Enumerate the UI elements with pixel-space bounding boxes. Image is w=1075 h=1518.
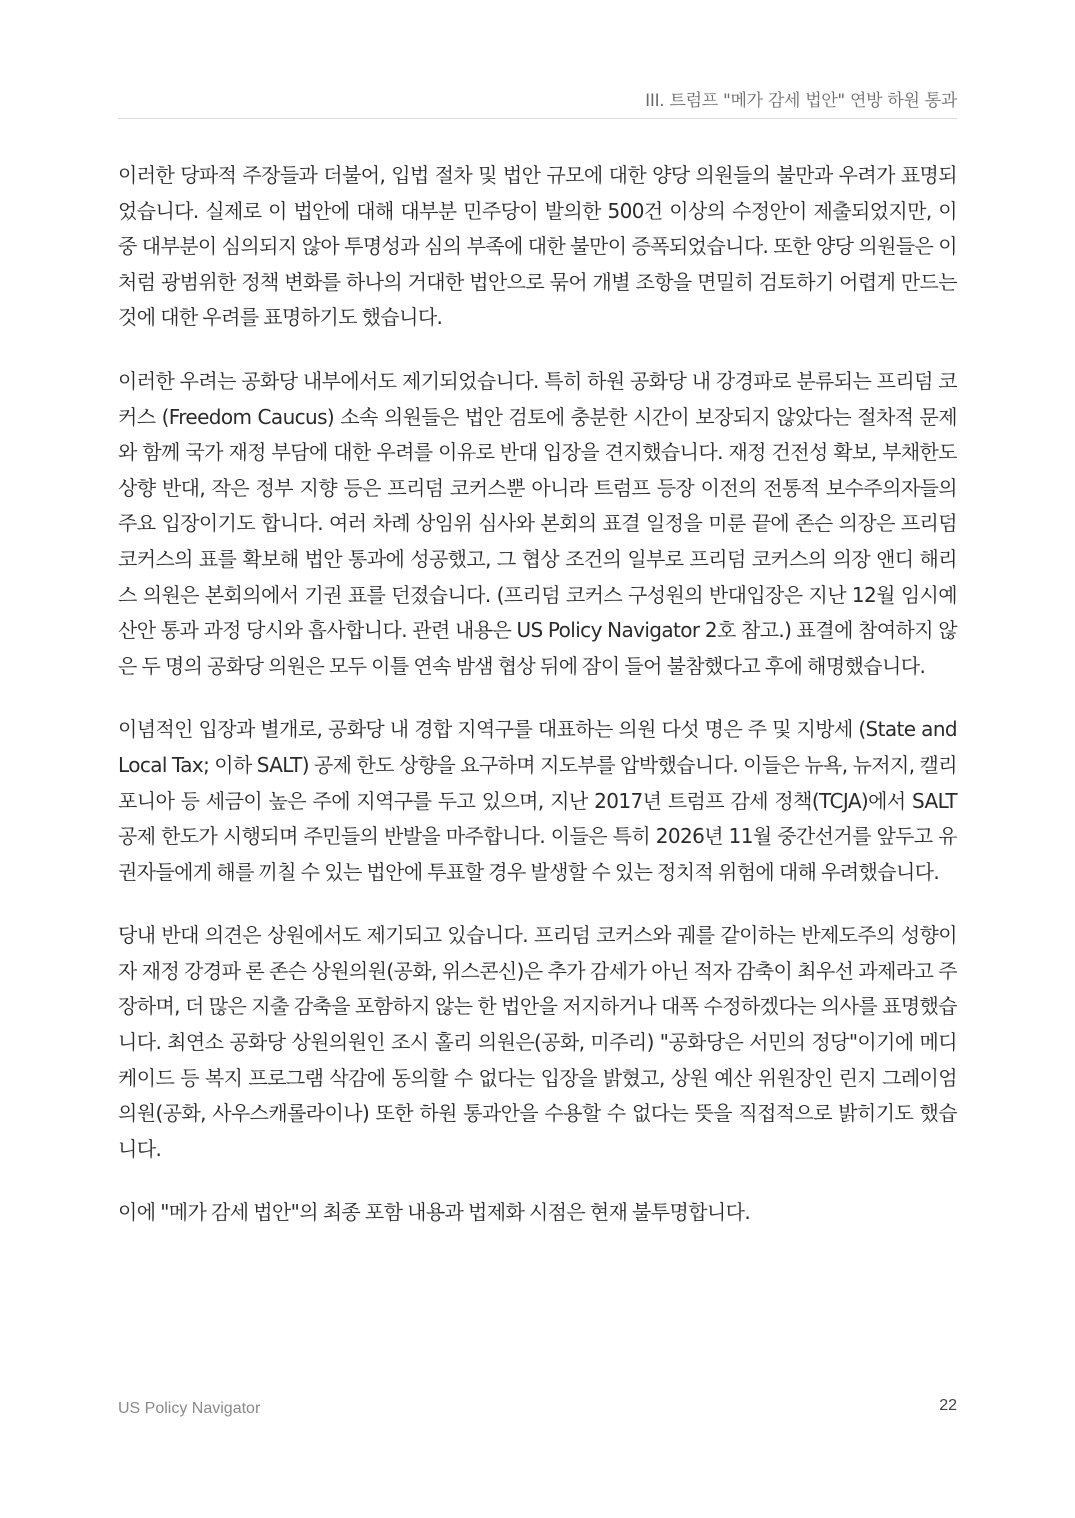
page-header [118, 82, 957, 119]
paragraph: 이에 "메가 감세 법안"의 최종 포함 내용과 법제화 시점은 현재 불투명합니다. [118, 1200, 751, 1225]
paragraph: 당내 반대 의견은 상원에서도 제기되고 있습니다. 프리덤 코커스와 궤를 같이하는 반제도주의 성향이자 재정 강경파 론 존슨 상원의원(공화, 위스콘신)은 추가 감세가 아닌 적자 감축이 최우선 과제라고 주장하며, 더 많은 지출 감축을 포함하지 않는 한 법안을 저지하거나 대폭 수정하겠다는 의사를 표명했습니다. 최연소 공화당 상원의원인 조시 홀리 의원은(공화, 미주리) "공화당은 서민의 정당"이기에 메디케이드 등 복지 프로그램 삭감에 동의할 수 없다는 입장을 밝혔고, 상원 예산 위원장인 린지 그레이엄 의원(공화, 사우스캐롤라이나) 또한 하원 통과안을 수용할 수 없다는 뜻을 직접적으로 밝히기도 했습니다. [118, 923, 957, 1161]
page-number: 22 [939, 1397, 957, 1414]
section-title: III. 트럼프 "메가 감세 법안" 연방 하원 통과 [645, 91, 957, 111]
paragraph: 이념적인 입장과 별개로, 공화당 내 경합 지역구를 대표하는 의원 다섯 명은 주 및 지방세 (State and Local Tax; 이하 SALT) 공제 한도 상향을 요구하며 지도부를 압박했습니다. 이들은 뉴욕, 뉴저지, 캘리포니아 등 세금이 높은 주에 지역구를 두고 있으며, 지난 2017년 트럼프 감세 정책(TCJA)에서 SALT 공제 한도가 시행되며 주민들의 반발을 마주합니다. 이들은 특히 2026년 11월 중간선거를 앞두고 유권자들에게 해를 끼칠 수 있는 법안에 투표할 경우 발생할 수 있는 정치적 위험에 대해 우려했습니다. [118, 717, 957, 884]
paragraph: 이러한 당파적 주장들과 더불어, 입법 절차 및 법안 규모에 대한 양당 의원들의 불만과 우려가 표명되었습니다. 실제로 이 법안에 대해 대부분 민주당이 발의한 500건 이상의 수정안이 제출되었지만, 이 중 대부분이 심의되지 않아 투명성과 심의 부족에 대한 불만이 증폭되었습니다. 또한 양당 의원들은 이처럼 광범위한 정책 변화를 하나의 거대한 법안으로 묶어 개별 조항을 면밀히 검토하기 어렵게 만드는 것에 대한 우려를 표명하기도 했습니다. [118, 163, 957, 330]
body-text [118, 158, 957, 1259]
paragraph: 이러한 우려는 공화당 내부에서도 제기되었습니다. 특히 하원 공화당 내 강경파로 분류되는 프리덤 코커스 (Freedom Caucus) 소속 의원들은 법안 검토에 충분한 시간이 보장되지 않았다는 절차적 문제와 함께 국가 재정 부담에 대한 우려를 이유로 반대 입장을 견지했습니다. 재정 건전성 확보, 부채한도 상향 반대, 작은 정부 지향 등은 프리덤 코커스뿐 아니라 트럼프 등장 이전의 전통적 보수주의자들의 주요 입장이기도 합니다. 여러 차례 상임위 심사와 본회의 표결 일정을 미룬 끝에 존슨 의장은 프리덤 코커스의 표를 확보해 법안 통과에 성공했고, 그 협상 조건의 일부로 프리덤 코커스의 의장 앤디 해리스 의원은 본회의에서 기권 표를 던졌습니다. (프리덤 코커스 구성원의 반대입장은 지난 12월 임시예산안 통과 과정 당시와 흡사합니다. 관련 내용은 US Policy Navigator 2호 참고.) 표결에 참여하지 않은 두 명의 공화당 의원은 모두 이틀 연속 밤샘 협상 뒤에 잠이 들어 불참했다고 후에 해명했습니다. [118, 368, 957, 678]
publication-name: US Policy Navigator [118, 1400, 261, 1417]
